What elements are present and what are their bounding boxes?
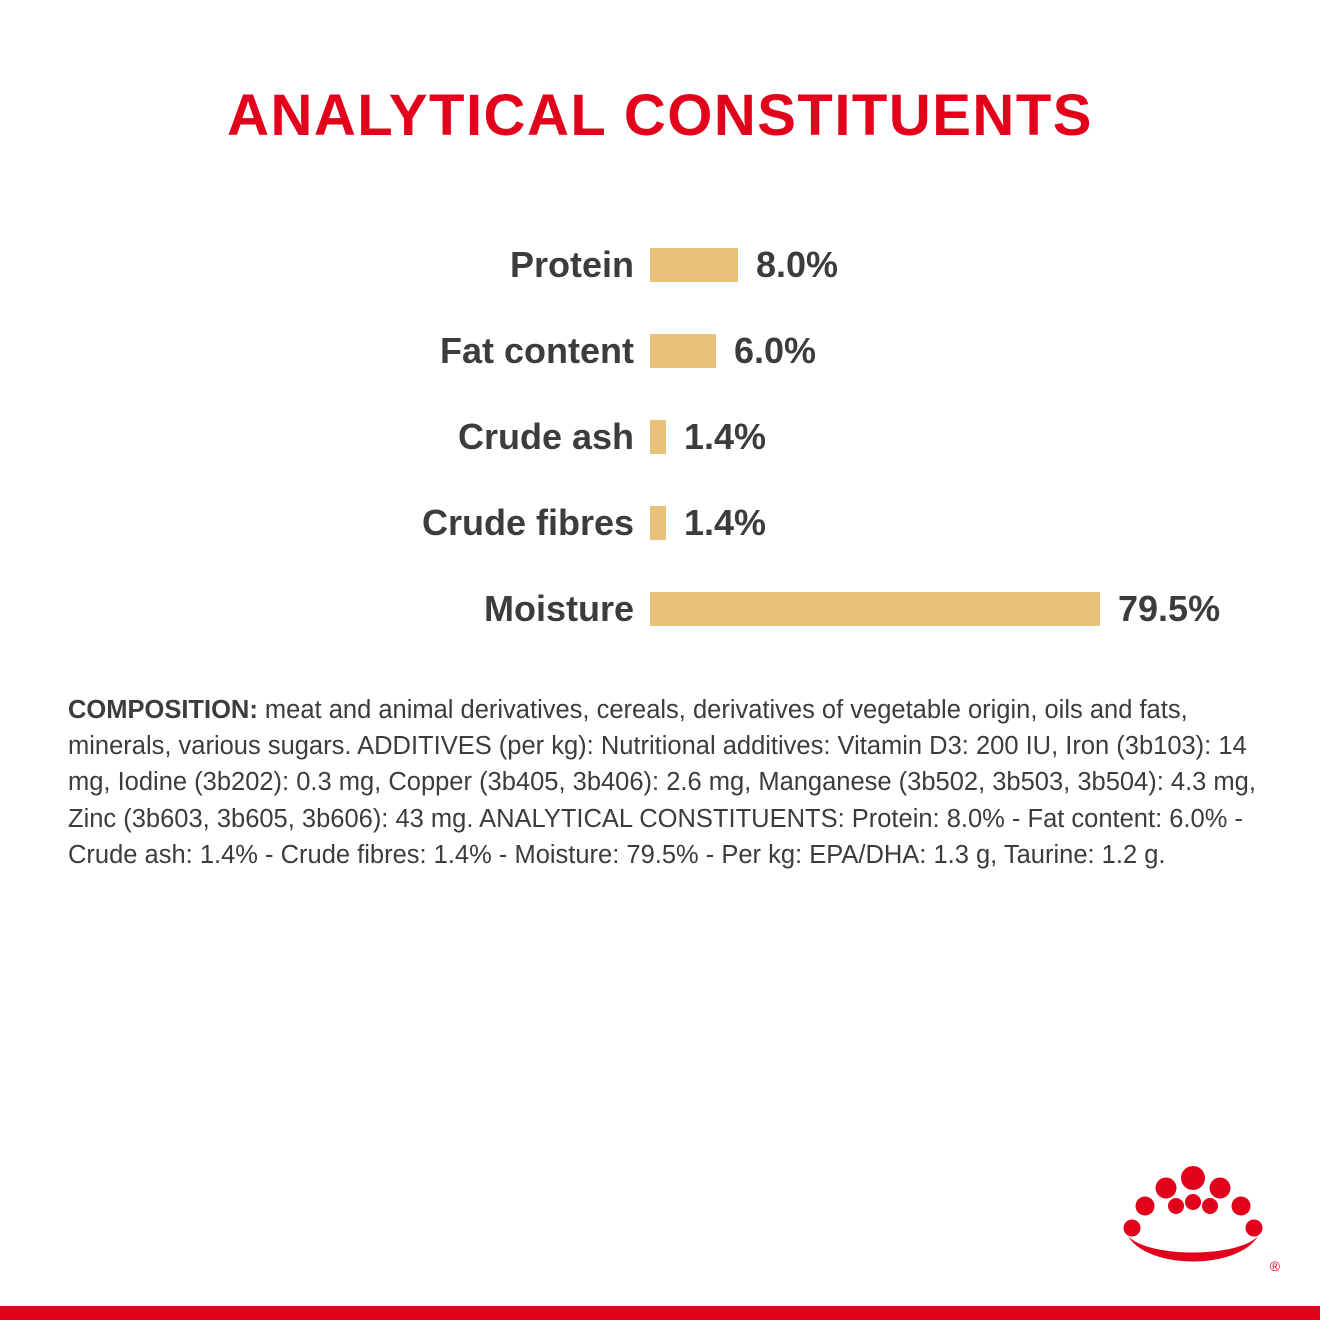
bar-moisture	[650, 592, 1100, 626]
bar-track	[650, 588, 1320, 630]
bar-label: Crude ash	[457, 416, 634, 457]
composition-body: meat and animal derivatives, cereals, derivatives of vegetable origin, oils and fats, minerals, various sugars. ADDITIVES (per kg): Nutritional additives: Vitamin D3: 200 IU, Iron (3b103): 14 mg, Iodine (3b202): 0.3 mg, Copper (3b405, 3b406): 2.6 mg, Manganese (3b502, 3b503, 3b504): 4.3 mg, Zinc (3b603, 3b605, 3b606): 43 mg. ANALYTICAL CONSTITUENTS: Protein: 8.0% - Fat content: 6.0% - Crude ash: 1.4% - Crude fibres: 1.4% - Moisture: 79.5% - Per kg: EPA/DHA: 1.3 g, Taurine: 1.2 g.	[68, 696, 1256, 869]
bar-value: 79.5%	[1118, 588, 1221, 629]
bar-fat-content	[650, 334, 716, 368]
bottom-accent-rule	[0, 1306, 1320, 1320]
chart-row	[0, 566, 1320, 652]
composition-paragraph	[68, 692, 1258, 873]
registered-trademark-mark: ®	[1269, 1258, 1280, 1274]
bar-value: 8.0%	[756, 244, 839, 285]
bar-crude-ash	[650, 420, 666, 454]
constituents-bar-chart	[0, 222, 1320, 652]
bar-track	[650, 416, 1320, 458]
composition-heading: COMPOSITION:	[68, 696, 258, 724]
bar-value: 1.4%	[684, 502, 767, 543]
bar-track	[650, 330, 1320, 372]
royal-canin-crown-logo	[1118, 1162, 1268, 1272]
chart-row	[0, 222, 1320, 308]
bar-label: Crude fibres	[421, 502, 634, 543]
bar-label: Moisture	[483, 588, 634, 629]
chart-row	[0, 480, 1320, 566]
bar-value: 6.0%	[734, 330, 817, 371]
bar-value: 1.4%	[684, 416, 767, 457]
bar-crude-fibres	[650, 506, 666, 540]
bar-track	[650, 244, 1320, 286]
bar-track	[650, 502, 1320, 544]
bar-label: Fat content	[440, 330, 634, 371]
chart-row	[0, 394, 1320, 480]
chart-row	[0, 308, 1320, 394]
bar-label: Protein	[509, 244, 634, 285]
bar-protein	[650, 248, 738, 282]
page-title: ANALYTICAL CONSTITUENTS	[227, 83, 1093, 148]
